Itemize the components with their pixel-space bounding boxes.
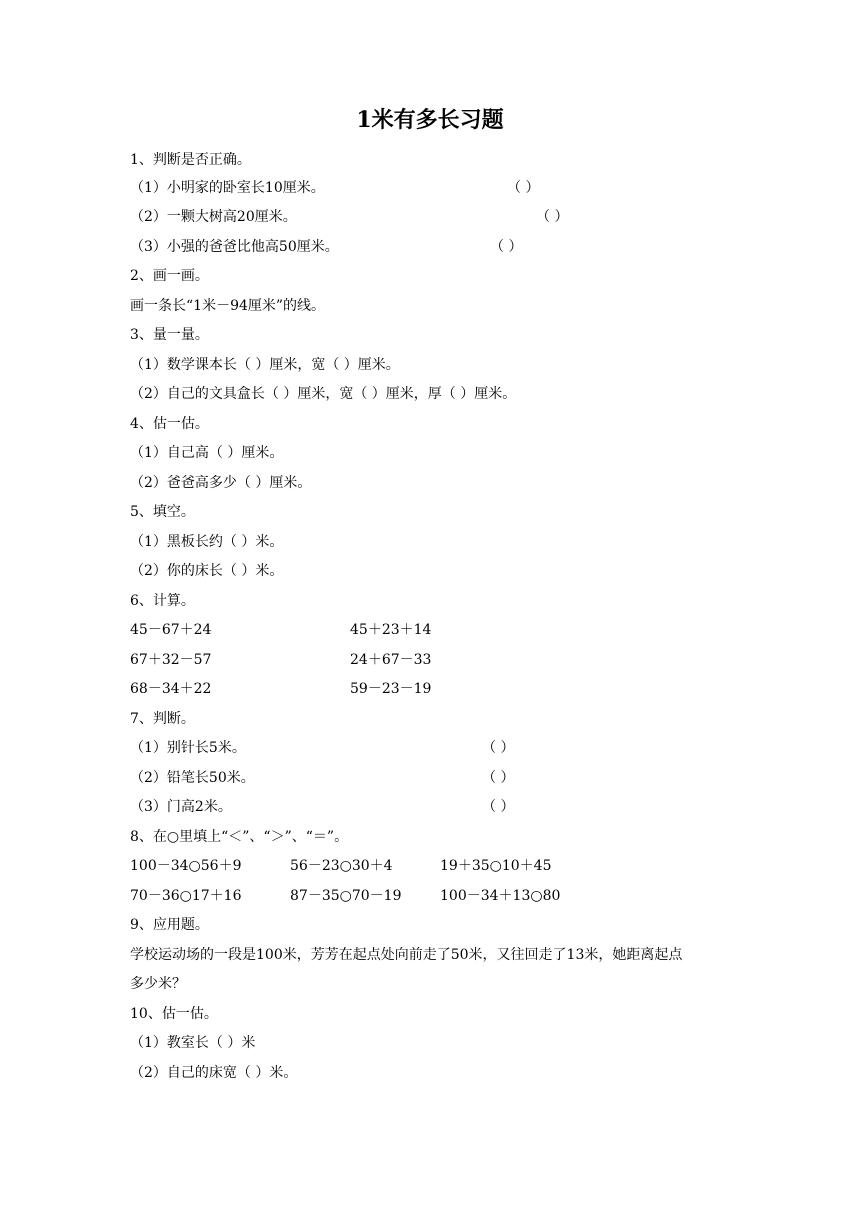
- q9-problem-line-2: 多少米？: [130, 976, 186, 992]
- q8-compare: 100－34○56＋9: [130, 858, 242, 874]
- q1-heading: 1、判断是否正确。: [130, 152, 251, 168]
- page-title: 1米有多长习题: [356, 107, 504, 133]
- q7-item-2-answer: （ ）: [482, 770, 515, 786]
- q10-heading: 10、估一估。: [130, 1006, 218, 1022]
- q4-heading: 4、估一估。: [130, 416, 209, 432]
- q6-expr: 45＋23＋14: [350, 622, 432, 638]
- q2-heading: 2、画一画。: [130, 268, 209, 284]
- q10-item-1: （1）教室长（ ）米: [130, 1035, 256, 1051]
- q9-problem-line-1: 学校运动场的一段是100米，芳芳在起点处向前走了50米，又往回走了13米，她距离起点: [130, 947, 683, 963]
- q5-item-1: （1）黑板长约（ ）米。: [130, 534, 284, 550]
- q8-compare: 87－35○70－19: [290, 888, 402, 904]
- q3-item-1: （1）数学课本长（ ）厘米，宽（ ）厘米。: [130, 357, 400, 373]
- q6-expr: 59－23－19: [350, 681, 432, 697]
- q6-heading: 6、计算。: [130, 593, 195, 609]
- q1-item-3-answer: （ ）: [490, 239, 523, 255]
- q8-compare: 70－36○17＋16: [130, 888, 242, 904]
- q6-expr: 68－34＋22: [130, 681, 212, 697]
- q3-item-2: （2）自己的文具盒长（ ）厘米，宽（ ）厘米，厚（ ）厘米。: [130, 386, 517, 402]
- q7-item-1-answer: （ ）: [482, 740, 515, 756]
- q1-item-1: （1）小明家的卧室长10厘米。: [130, 180, 325, 196]
- q6-expr: 45－67＋24: [130, 622, 212, 638]
- q5-item-2: （2）你的床长（ ）米。: [130, 563, 284, 579]
- q1-item-2-answer: （ ）: [536, 209, 569, 225]
- q8-compare: 56－23○30＋4: [290, 858, 393, 874]
- q7-item-2: （2）铅笔长50米。: [130, 770, 255, 786]
- q6-expr: 67＋32－57: [130, 652, 212, 668]
- q2-text: 画一条长“1米－94厘米”的线。: [130, 298, 326, 314]
- q7-item-3-answer: （ ）: [482, 799, 515, 815]
- q1-item-1-answer: （ ）: [507, 180, 540, 196]
- q7-heading: 7、判断。: [130, 711, 195, 727]
- q8-compare: 100－34＋13○80: [440, 888, 561, 904]
- q7-item-3: （3）门高2米。: [130, 799, 232, 815]
- q4-item-1: （1）自己高（ ）厘米。: [130, 445, 284, 461]
- q10-item-2: （2）自己的床宽（ ）米。: [130, 1065, 298, 1081]
- q1-item-2: （2）一颗大树高20厘米。: [130, 209, 297, 225]
- q5-heading: 5、填空。: [130, 504, 195, 520]
- q8-compare: 19＋35○10＋45: [440, 858, 552, 874]
- q9-heading: 9、应用题。: [130, 917, 209, 933]
- q8-heading: 8、在○里填上“＜”、“＞”、“＝”。: [130, 829, 349, 845]
- q4-item-2: （2）爸爸高多少（ ）厘米。: [130, 475, 312, 491]
- q3-heading: 3、量一量。: [130, 327, 209, 343]
- q6-expr: 24＋67－33: [350, 652, 432, 668]
- q7-item-1: （1）别针长5米。: [130, 740, 246, 756]
- q1-item-3: （3）小强的爸爸比他高50厘米。: [130, 239, 339, 255]
